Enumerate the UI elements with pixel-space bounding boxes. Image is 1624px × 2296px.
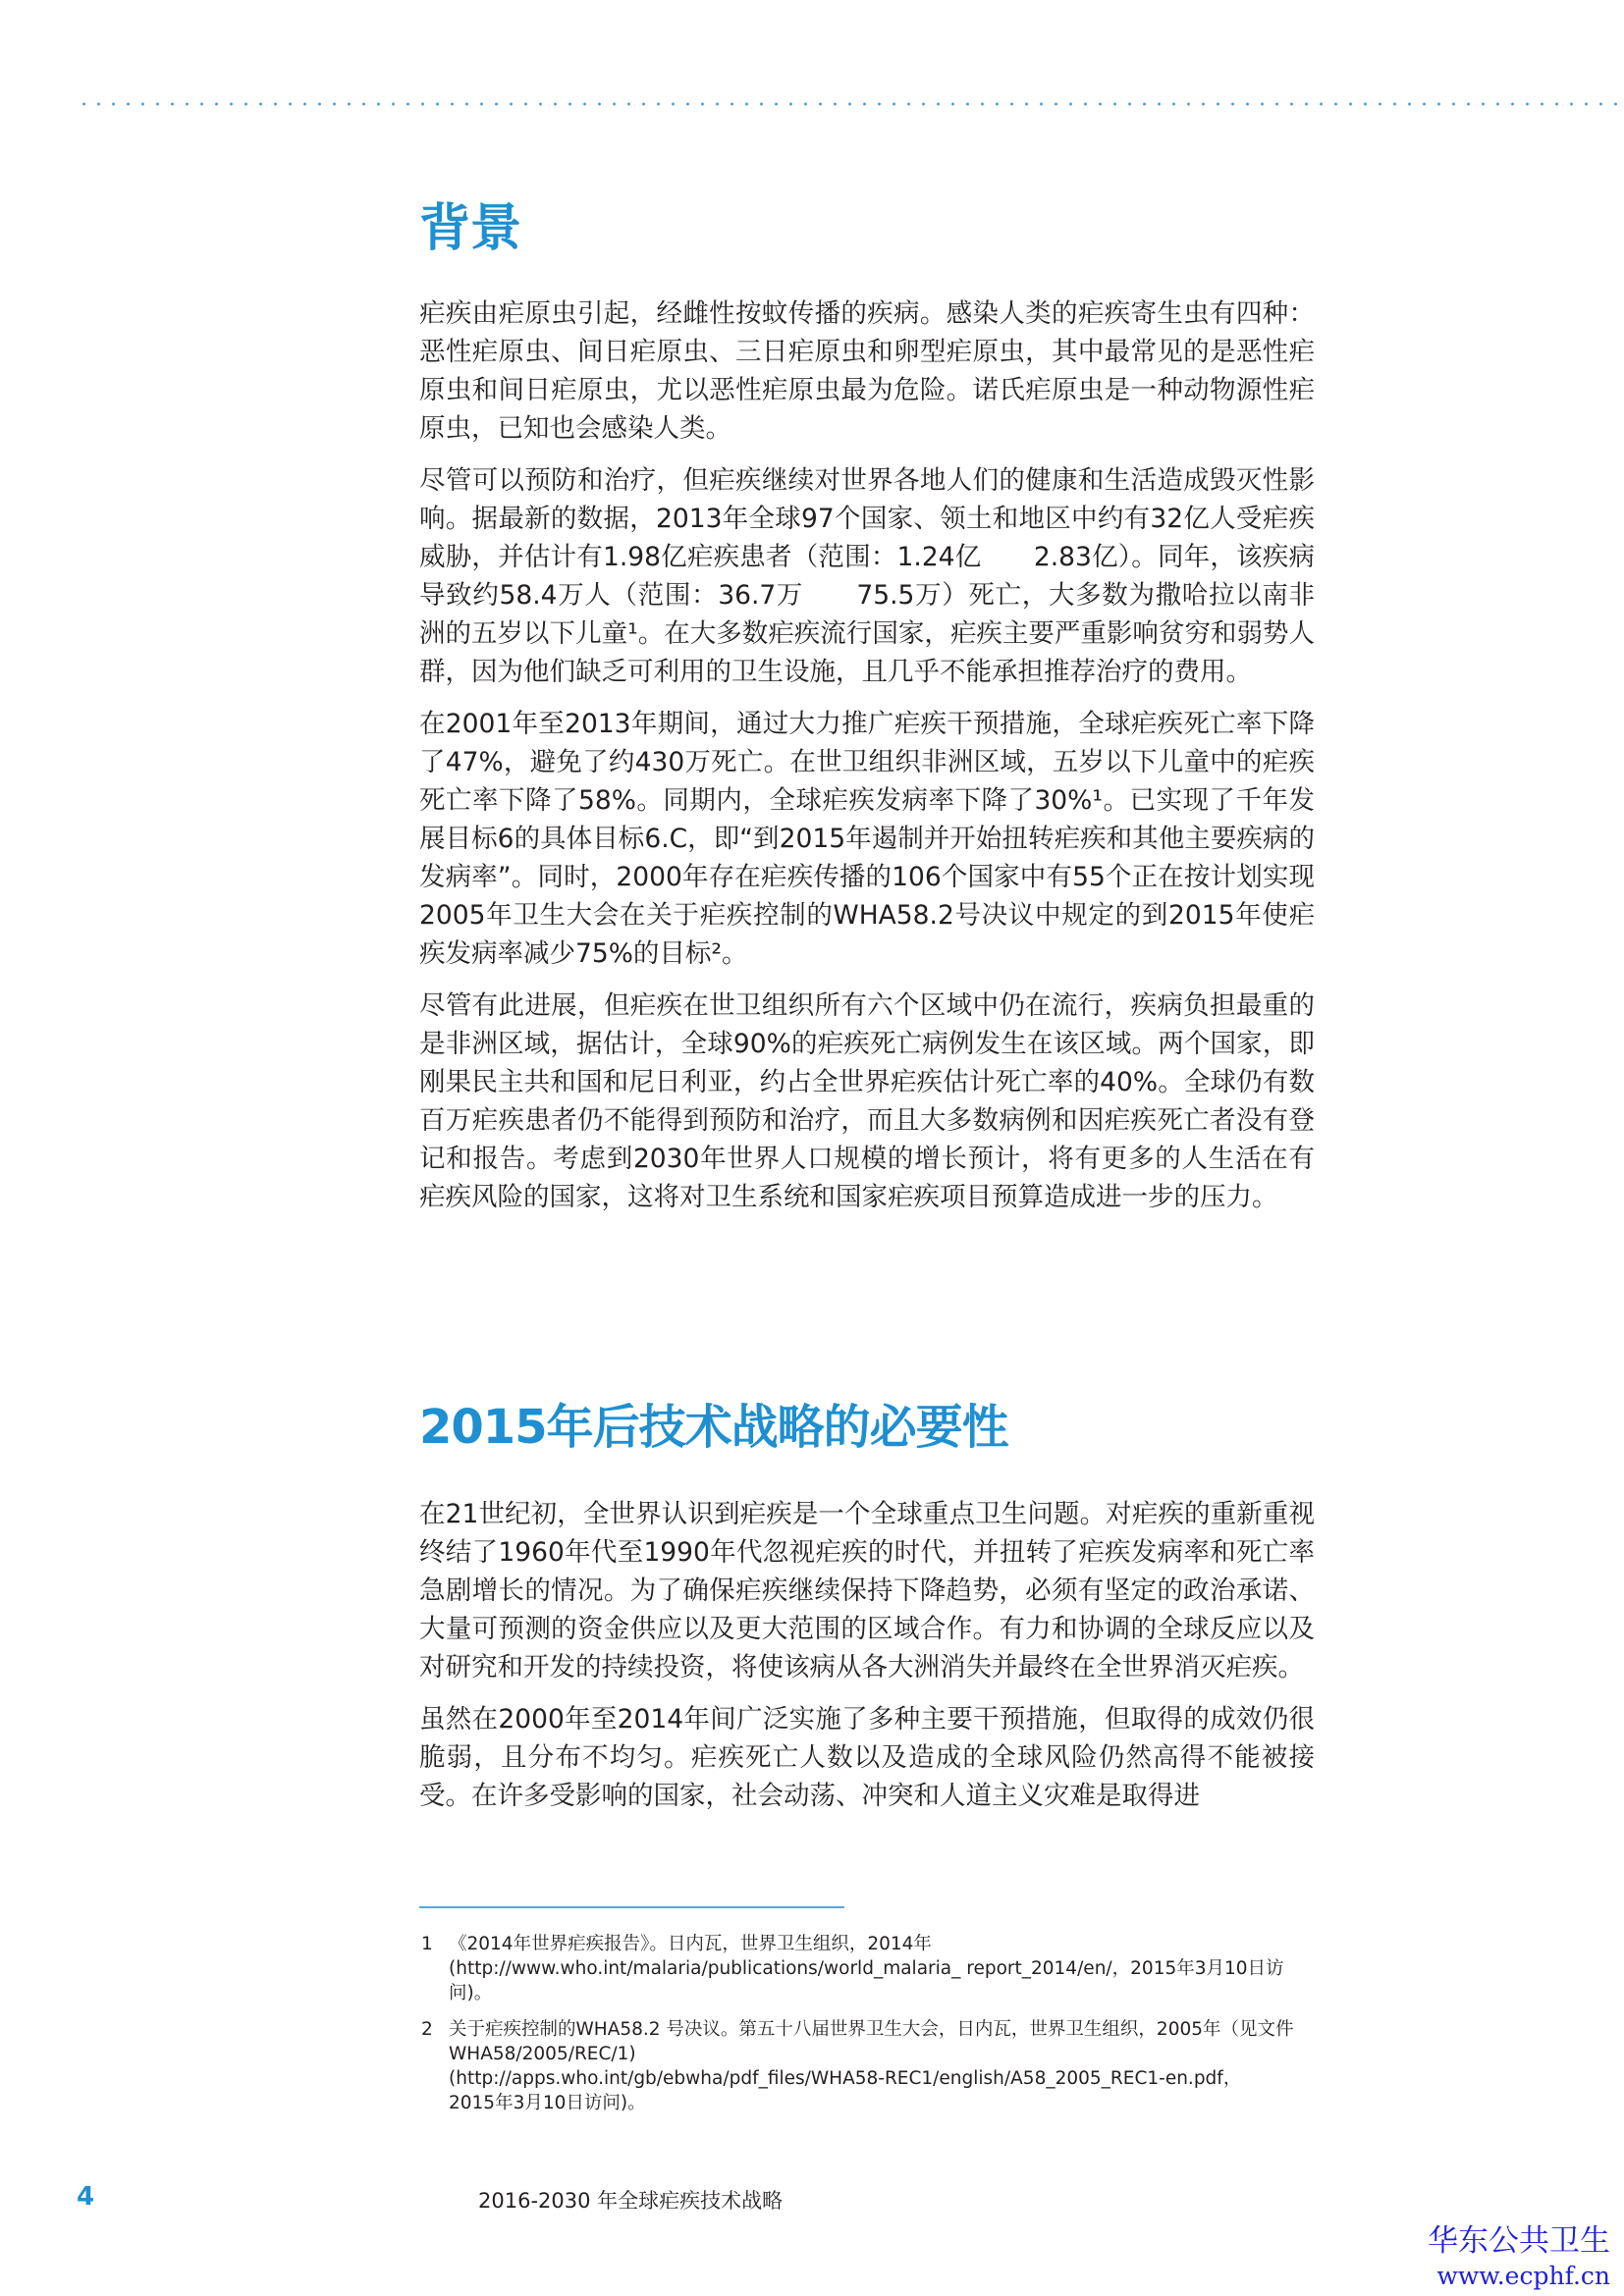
footnote-number: 2 [421, 2019, 433, 2040]
running-title: 2016-2030 年全球疟疾技术战略 [478, 2189, 784, 2213]
footnote-text: 关于疟疾控制的WHA58.2 号决议。第五十八届世界卫生大会，日内瓦，世界卫生组织，2005年（见文件WHA58/2005/REC/1) [449, 2019, 1294, 2064]
footnote-link[interactable]: (http://www.who.int/malaria/publications/world_malaria_ report_2014/en/，2015年3月10日访问)。 [449, 1958, 1284, 2003]
paragraph: 在21世纪初，全世界认识到疟疾是一个全球重点卫生问题。对疟疾的重新重视终结了1960年代至1990年代忽视疟疾的时代，并扭转了疟疾发病率和死亡率急剧增长的情况。为了确保疟疾继续保持下降趋势，必须有坚定的政治承诺、大量可预测的资金供应以及更大范围的区域合作。有力和协调的全球反应以及对研究和开发的持续投资，将使该病从各大洲消失并最终在全世界消灭疟疾。 [419, 1499, 1315, 1682]
dotted-header-rule [77, 102, 1624, 106]
paragraph: 尽管有此进展，但疟疾在世卫组织所有六个区域中仍在流行，疾病负担最重的是非洲区域，据估计，全球90%的疟疾死亡病例发生在该区域。两个国家，即刚果民主共和国和尼日利亚，约占全世界疟疾估计死亡率的40%。全球仍有数百万疟疾患者仍不能得到预防和治疗，而且大多数病例和因疟疾死亡者没有登记和报告。考虑到2030年世界人口规模的增长预计，将有更多的人生活在有疟疾风险的国家，这将对卫生系统和国家疟疾项目预算造成进一步的压力。 [419, 990, 1315, 1212]
section-body-background [419, 294, 1315, 1230]
section-heading-background: 背景 [419, 199, 522, 258]
site-watermark [1428, 2223, 1610, 2294]
paragraph: 疟疾由疟原虫引起，经雌性按蚊传播的疾病。感染人类的疟疾寄生虫有四种：恶性疟原虫、间日疟原虫、三日疟原虫和卵型疟原虫，其中最常见的是恶性疟原虫和间日疟原虫，尤以恶性疟原虫最为危险。诺氏疟原虫是一种动物源性疟原虫，已知也会感染人类。 [419, 298, 1315, 444]
page-number: 4 [77, 2182, 95, 2212]
paragraph: 虽然在2000年至2014年间广泛实施了多种主要干预措施，但取得的成效仍很脆弱，且分布不均匀。疟疾死亡人数以及造成的全球风险仍然高得不能被接受。在许多受影响的国家，社会动荡、冲突和人道主义灾难是取得进 [419, 1704, 1315, 1811]
footnote-link[interactable]: (http://apps.who.int/gb/ebwha/pdf_files/WHA58-REC1/english/A58_2005_REC1-en.pdf， [449, 2068, 1242, 2089]
section-body-necessity [419, 1495, 1315, 1829]
footnote [419, 2017, 1315, 2115]
footnote [419, 1932, 1315, 2005]
footnote-text: 《2014年世界疟疾报告》。日内瓦，世界卫生组织，2014年 [449, 1934, 932, 1954]
watermark-name: 华东公共卫生 [1428, 2223, 1610, 2259]
footnotes [419, 1932, 1315, 2127]
footnote-text: 2015年3月10日访问)。 [449, 2093, 646, 2113]
paragraph: 尽管可以预防和治疗，但疟疾继续对世界各地人们的健康和生活造成毁灭性影响。据最新的数据，2013年全球97个国家、领土和地区中约有32亿人受疟疾威胁，并估计有1.98亿疟疾患者（范围：1.24亿 2.83亿）。同年，该疾病导致约58.4万人（范围：36.7万 75.5万）死亡，大多数为撒哈拉以南非洲的五岁以下儿童¹。在大多数疟疾流行国家，疟疾主要严重影响贫穷和弱势人群，因为他们缺乏可利用的卫生设施，且几乎不能承担推荐治疗的费用。 [419, 465, 1315, 687]
watermark-url[interactable]: www.ecphf.cn [1436, 2262, 1610, 2290]
footnote-number: 1 [421, 1934, 433, 1954]
section-heading-necessity: 2015年后技术战略的必要性 [419, 1400, 1008, 1455]
paragraph: 在2001年至2013年期间，通过大力推广疟疾干预措施，全球疟疾死亡率下降了47%，避免了约430万死亡。在世卫组织非洲区域，五岁以下儿童中的疟疾死亡率下降了58%。同期内，全球疟疾发病率下降了30%¹。已实现了千年发展目标6的具体目标6.C，即“到2015年遏制并开始扭转疟疾和其他主要疾病的发病率”。同时，2000年存在疟疾传播的106个国家中有55个正在按计划实现2005年卫生大会在关于疟疾控制的WHA58.2号决议中规定的到2015年使疟疾发病率减少75%的目标²。 [419, 709, 1315, 969]
footnote-divider [419, 1906, 844, 1908]
